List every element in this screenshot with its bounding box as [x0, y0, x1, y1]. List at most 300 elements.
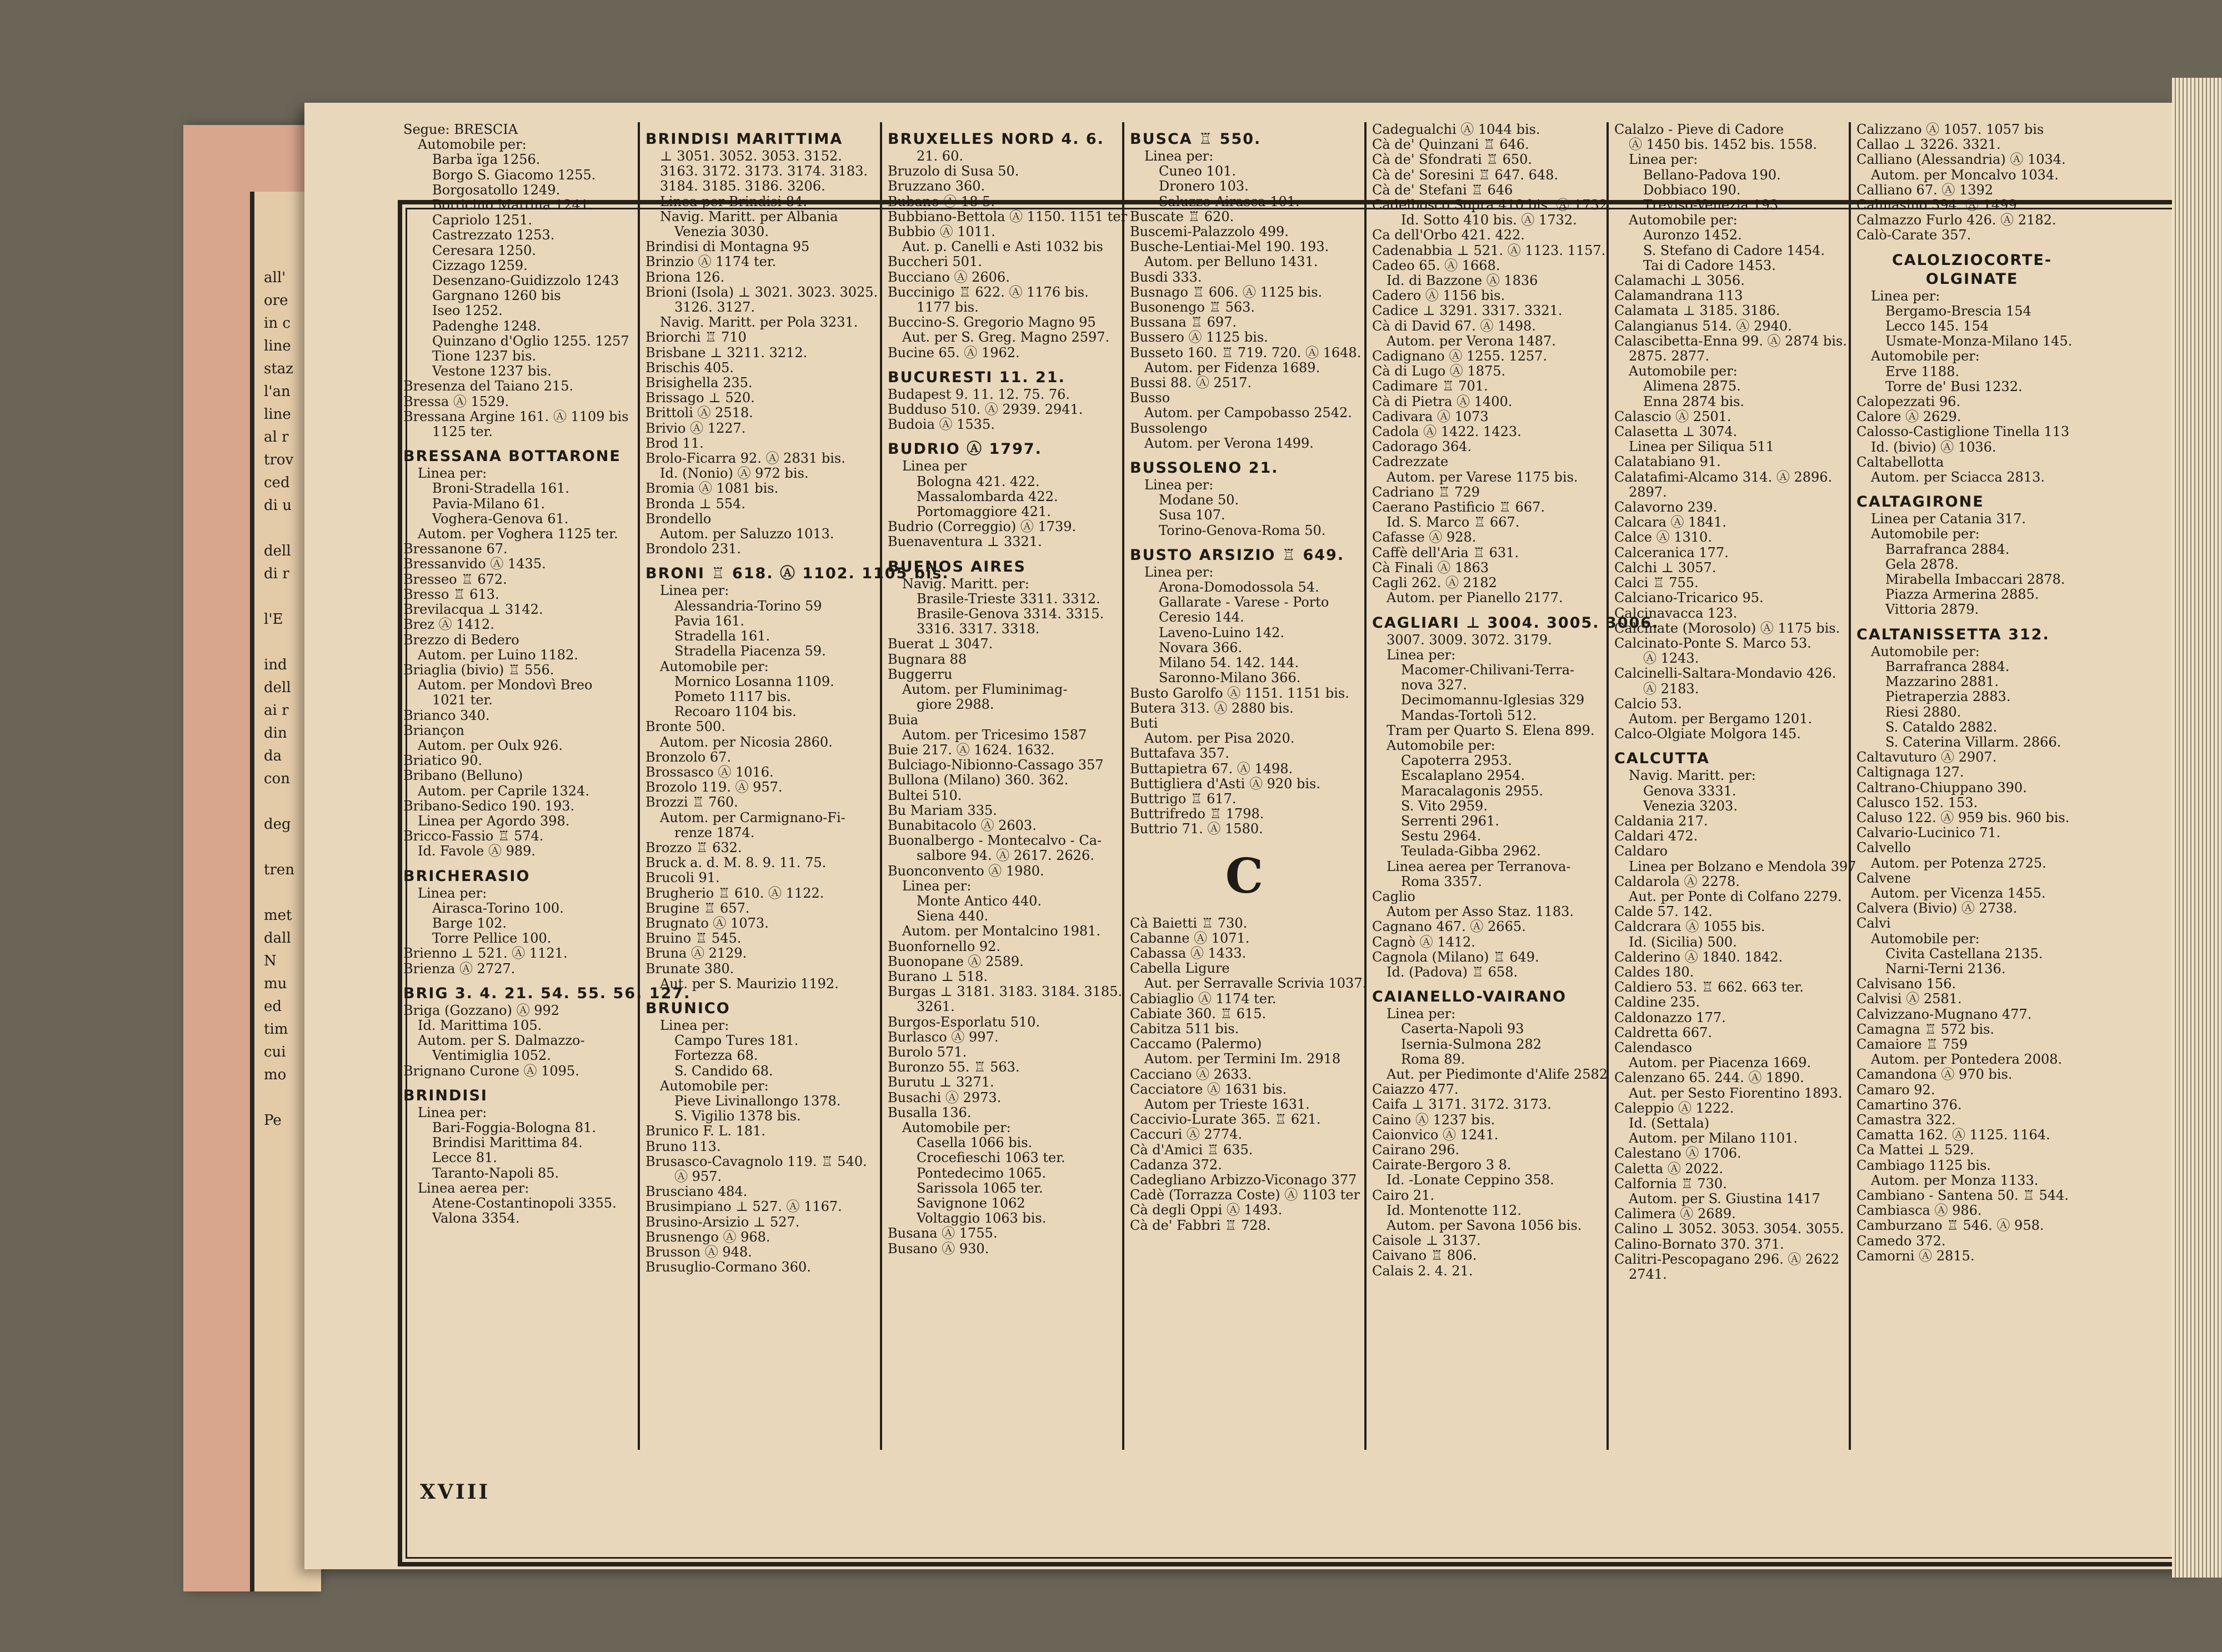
- index-entry: Navig. Maritt. per Pola 3231.: [660, 314, 858, 331]
- margin-fragment: mu: [264, 975, 287, 992]
- index-entry: Broni-Stradella 161.: [432, 480, 569, 497]
- index-entry: Cizzago 1259.: [432, 257, 528, 273]
- index-entry: Treviso-Venezia 193.: [1643, 197, 1783, 213]
- index-entry: Cadanza 372.: [1130, 1157, 1222, 1173]
- index-entry: S. Stefano di Cadore 1454.: [1643, 242, 1825, 258]
- index-entry: Brusuglio-Cormano 360.: [645, 1259, 811, 1275]
- index-entry: Aut. p. Canelli e Asti 1032 bis: [902, 239, 1103, 255]
- index-entry: Brindisi Marittima 84.: [432, 1135, 583, 1151]
- index-entry: Brivio Ⓐ 1227.: [645, 420, 746, 436]
- index-entry: Torre de' Busi 1232.: [1885, 378, 2023, 394]
- previous-page-margin-fragments: [264, 267, 303, 1322]
- index-entry: Ⓐ 1450 bis. 1452 bis. 1558.: [1629, 137, 1817, 153]
- index-entry: Bressanone 67.: [403, 541, 508, 557]
- index-entry: 3184. 3185. 3186. 3206.: [660, 178, 825, 194]
- index-entry: Cadeo 65. Ⓐ 1668.: [1372, 257, 1500, 273]
- index-entry: Camedo 372.: [1856, 1233, 1946, 1249]
- index-entry: Brondello: [645, 510, 712, 527]
- index-entry: Autom. per Tricesimo 1587: [902, 727, 1087, 743]
- index-entry: Calamata ⊥ 3185. 3186.: [1614, 303, 1780, 319]
- index-entry: Id. Favole Ⓐ 989.: [418, 843, 536, 859]
- index-entry: Buti: [1130, 715, 1158, 731]
- index-entry: Brianco 340.: [403, 707, 490, 723]
- index-entry: Bresso ♖ 613.: [403, 586, 499, 602]
- index-entry: Stradella Piacenza 59.: [674, 643, 826, 659]
- index-entry: Id. Marittima 105.: [418, 1017, 542, 1033]
- index-entry: Mornico Losanna 1109.: [674, 673, 834, 689]
- page-number: XVIII: [420, 1480, 491, 1504]
- margin-fragment: tim: [264, 1021, 288, 1038]
- index-entry: Brissago ⊥ 520.: [645, 390, 755, 406]
- index-entry: Cadimare ♖ 701.: [1372, 378, 1488, 394]
- margin-fragment: din: [264, 725, 287, 742]
- index-entry: Calangianus 514. Ⓐ 2940.: [1614, 318, 1792, 334]
- index-entry: Pavia-Milano 61.: [432, 495, 545, 512]
- letter-heading: C: [1225, 848, 1264, 904]
- index-entry: Mandas-Tortolì 512.: [1401, 707, 1537, 723]
- index-entry: Automobile per:: [1871, 643, 1980, 659]
- section-heading: BRESSANA BOTTARONE: [403, 448, 621, 465]
- index-entry: Cà de' Fabbri ♖ 728.: [1130, 1217, 1271, 1233]
- index-entry: Enna 2874 bis.: [1643, 393, 1745, 409]
- index-entry: Bruck a. d. M. 8. 9. 11. 75.: [645, 855, 827, 871]
- index-entry: Caltabellotta: [1856, 454, 1944, 470]
- index-entry: Butera 313. Ⓐ 2880 bis.: [1130, 700, 1294, 716]
- index-entry: Saluzzo-Airasca 101.: [1159, 193, 1300, 209]
- index-entry: Aut. per S. Greg. Magno 2597.: [902, 329, 1110, 346]
- index-entry: Busso: [1130, 390, 1170, 406]
- index-entry: 3007. 3009. 3072. 3179.: [1387, 632, 1552, 648]
- index-entry: Cairate-Bergoro 3 8.: [1372, 1157, 1512, 1173]
- index-entry: Camaiore ♖ 759: [1856, 1036, 1968, 1052]
- index-entry: Bromia Ⓐ 1081 bis.: [645, 480, 779, 497]
- index-entry: Brindisi di Montagna 95: [645, 239, 810, 255]
- index-entry: Sestu 2964.: [1401, 828, 1482, 844]
- index-entry: Massalombarda 422.: [917, 488, 1058, 504]
- index-entry: Bucine 65. Ⓐ 1962.: [888, 344, 1020, 361]
- margin-fragment: [264, 882, 303, 904]
- index-entry: Escalaplano 2954.: [1401, 768, 1525, 784]
- index-entry: Cadelbosco Sopra 410 bis. Ⓐ 1732.: [1372, 197, 1612, 213]
- section-heading: CALCUTTA: [1614, 750, 1710, 768]
- index-entry: Cabiate 360. ♖ 615.: [1130, 1005, 1267, 1022]
- index-entry: Narni-Terni 2136.: [1885, 960, 2006, 977]
- index-entry: Cairo 21.: [1372, 1187, 1435, 1203]
- index-column: [1124, 122, 1367, 1450]
- index-entry: Brasile-Trieste 3311. 3312.: [917, 590, 1100, 607]
- index-entry: Saronno-Milano 366.: [1159, 670, 1301, 686]
- index-entry: Bergamo-Brescia 154: [1885, 303, 2031, 319]
- index-entry: Autom. per Potenza 2725.: [1871, 855, 2046, 871]
- index-entry: Buccinigo ♖ 622. Ⓐ 1176 bis.: [888, 284, 1089, 300]
- index-entry: Siena 440.: [917, 908, 989, 924]
- index-entry: Calopezzati 96.: [1856, 394, 1961, 410]
- margin-fragment: tren: [264, 862, 295, 878]
- index-entry: Camaro 92.: [1856, 1082, 1935, 1098]
- index-entry: Bressana Argine 161. Ⓐ 1109 bis: [403, 408, 629, 424]
- index-entry: Caldaro: [1614, 843, 1668, 859]
- index-entry: Briorchi ♖ 710: [645, 329, 747, 346]
- index-entry: Bari-Foggia-Bologna 81.: [432, 1119, 596, 1135]
- index-entry: Busalla 136.: [888, 1104, 972, 1120]
- index-entry: Padenghe 1248.: [432, 318, 541, 334]
- margin-fragment: line: [264, 406, 291, 423]
- index-entry: Autom. per Varese 1175 bis.: [1387, 469, 1578, 485]
- index-entry: Linea aerea per:: [418, 1180, 529, 1196]
- index-entry: Cà de' Soresini ♖ 647. 648.: [1372, 167, 1559, 183]
- index-entry: Id. (Settala): [1629, 1115, 1710, 1131]
- index-entry: Camorni Ⓐ 2815.: [1856, 1248, 1975, 1264]
- index-entry: Buscemi-Palazzolo 499.: [1130, 224, 1289, 240]
- index-entry: Lecce 81.: [432, 1150, 498, 1166]
- index-entry: Bellano-Padova 190.: [1643, 167, 1781, 183]
- index-entry: Bulciago-Nibionno-Cassago 357: [888, 757, 1104, 773]
- index-entry: Calino ⊥ 3052. 3053. 3054. 3055.: [1614, 1221, 1844, 1237]
- section-heading: CAGLIARI ⊥ 3004. 3005. 3006.: [1372, 614, 1659, 632]
- index-entry: Bubbio Ⓐ 1011.: [888, 224, 995, 240]
- index-entry: Caldretta 667.: [1614, 1024, 1713, 1040]
- index-entry: Calais 2. 4. 21.: [1372, 1263, 1473, 1279]
- index-entry: Borgo S. Giacomo 1255.: [432, 167, 596, 183]
- index-entry: Bruzzano 360.: [888, 178, 985, 194]
- index-entry: Laveno-Luino 142.: [1159, 624, 1285, 640]
- index-entry: Aut. per Piedimonte d'Alife 2582: [1387, 1066, 1608, 1082]
- index-entry: Busnago ♖ 606. Ⓐ 1125 bis.: [1130, 284, 1323, 300]
- index-entry: Autom per Trieste 1631.: [1144, 1096, 1310, 1112]
- index-entry: Linea per Siliqua 511: [1629, 439, 1774, 455]
- index-entry: Cà di David 67. Ⓐ 1498.: [1372, 318, 1536, 334]
- section-heading: BUSSOLENO 21.: [1130, 459, 1279, 477]
- margin-fragment: di u: [264, 497, 292, 514]
- index-entry: Calosso-Castiglione Tinella 113: [1856, 424, 2070, 440]
- index-entry: Ⓐ 1243.: [1643, 650, 1699, 667]
- index-entry: Tione 1237 bis.: [432, 348, 537, 364]
- index-entry: Bu Mariam 335.: [888, 802, 997, 818]
- index-entry: S. Vito 2959.: [1401, 798, 1488, 814]
- index-entry: Navig. Maritt. per:: [1629, 768, 1756, 784]
- index-entry: Automobile per:: [1871, 526, 1980, 542]
- index-entry: Bruzolo di Susa 50.: [888, 163, 1019, 179]
- index-entry: Buia: [888, 712, 919, 728]
- index-entry: Buonalbergo - Montecalvo - Ca-: [888, 833, 1102, 849]
- index-entry: Cadrezzate: [1372, 454, 1449, 470]
- index-entry: Ⓐ 957.: [674, 1169, 722, 1184]
- index-entry: Linea per:: [1629, 152, 1698, 168]
- margin-fragment: [264, 1087, 303, 1109]
- index-entry: Autom. per Nicosia 2860.: [660, 734, 833, 750]
- index-entry: Linea per Bolzano e Mendola 397: [1629, 858, 1856, 874]
- index-entry: Calmazzo Furlo 426. Ⓐ 2182.: [1856, 212, 2056, 228]
- index-entry: Id. S. Marco ♖ 667.: [1387, 514, 1520, 530]
- index-entry: Brienza Ⓐ 2727.: [403, 960, 516, 977]
- margin-fragment: dell: [264, 543, 291, 559]
- index-entry: Automobile per:: [418, 137, 527, 153]
- index-entry: Piazza Armerina 2885.: [1885, 587, 2039, 603]
- index-entry: Brittoli Ⓐ 2518.: [645, 405, 753, 421]
- margin-fragment: [264, 790, 303, 813]
- index-entry: Cà de' Sfondrati ♖ 650.: [1372, 152, 1532, 168]
- margin-fragment: line: [264, 338, 291, 354]
- index-entry: Brischis 405.: [645, 359, 734, 376]
- index-entry: Linea per: [902, 458, 967, 474]
- index-entry: Navig. Maritt. per Albania: [660, 208, 838, 224]
- index-entry: 2897.: [1629, 484, 1667, 500]
- index-entry: Bruna Ⓐ 2129.: [645, 945, 747, 962]
- index-entry: Camastra 322.: [1856, 1112, 1956, 1128]
- index-entry: Cabassa Ⓐ 1433.: [1130, 945, 1247, 961]
- index-entry: Brevilacqua ⊥ 3142.: [403, 602, 543, 618]
- index-entry: Cagnò Ⓐ 1412.: [1372, 934, 1475, 950]
- index-entry: Bribano (Belluno): [403, 768, 523, 784]
- index-entry: Cafasse Ⓐ 928.: [1372, 529, 1477, 545]
- index-entry: Busseto 160. ♖ 719. 720. Ⓐ 1648.: [1130, 344, 1362, 361]
- index-entry: Autom. per Luino 1182.: [418, 647, 578, 663]
- index-entry: Briaglia (bivio) ♖ 556.: [403, 662, 554, 678]
- index-entry: Autom. per Oulx 926.: [418, 737, 563, 753]
- margin-fragment: Pe: [264, 1112, 282, 1129]
- index-entry: Bronte 500.: [645, 719, 725, 735]
- index-entry: Barba ïga 1256.: [432, 152, 541, 168]
- index-entry: Autom per Asso Staz. 1183.: [1387, 904, 1574, 920]
- index-entry: Calenzano 65. 244. Ⓐ 1890.: [1614, 1070, 1804, 1086]
- index-entry: Calmasino 394. Ⓐ 1499: [1856, 197, 2017, 213]
- index-entry: Autom. per S. Giustina 1417: [1629, 1191, 1820, 1207]
- index-entry: Calvera (Bivio) Ⓐ 2738.: [1856, 900, 2018, 917]
- index-entry: S. Vigilio 1378 bis.: [674, 1108, 801, 1124]
- index-entry: Cadero Ⓐ 1156 bis.: [1372, 288, 1505, 304]
- index-entry: Linea per Catania 317.: [1871, 511, 2026, 527]
- index-entry: Brisighella 235.: [645, 375, 753, 391]
- index-entry: Caisole ⊥ 3137.: [1372, 1233, 1481, 1249]
- index-entry: Buscate ♖ 620.: [1130, 208, 1234, 224]
- index-entry: Lecco 145. 154: [1885, 318, 1989, 334]
- index-entry: Ceresara 1250.: [432, 242, 536, 258]
- index-entry: Calitri-Pescopagano 296. Ⓐ 2622: [1614, 1251, 1840, 1267]
- index-entry: Linea aerea per Terranova-: [1387, 858, 1571, 874]
- index-entry: Autom. per Caprile 1324.: [418, 783, 589, 799]
- index-entry: Calcinavacca 123.: [1614, 605, 1738, 621]
- index-entry: Cà de' Quinzani ♖ 646.: [1372, 137, 1529, 153]
- index-entry: Iseo 1252.: [432, 303, 503, 319]
- margin-fragment: cui: [264, 1044, 286, 1060]
- index-entry: Bunabitacolo Ⓐ 2603.: [888, 817, 1037, 833]
- index-entry: Brusimpiano ⊥ 527. Ⓐ 1167.: [645, 1199, 842, 1215]
- index-entry: Linea per:: [1387, 1006, 1456, 1022]
- index-entry: Calamachi ⊥ 3056.: [1614, 273, 1745, 289]
- index-entry: Desenzano-Guidizzolo 1243: [432, 273, 619, 289]
- index-entry: Id. (bivio) Ⓐ 1036.: [1871, 439, 1996, 455]
- index-entry: Bronzolo 67.: [645, 749, 732, 765]
- index-column: [882, 122, 1128, 1450]
- index-entry: Valona 3354.: [432, 1210, 520, 1227]
- index-entry: Borgosatollo 1249.: [432, 182, 560, 198]
- section-heading: BRINDISI: [403, 1087, 488, 1104]
- index-entry: Calestano Ⓐ 1706.: [1614, 1145, 1741, 1162]
- index-entry: Venezia 3030.: [674, 224, 769, 240]
- index-entry: Automobile per:: [902, 1119, 1011, 1135]
- index-entry: Capoterra 2953.: [1401, 753, 1512, 769]
- index-entry: Caldes 180.: [1614, 964, 1694, 980]
- index-entry: renze 1874.: [674, 824, 755, 840]
- index-entry: Brozzo ♖ 632.: [645, 839, 742, 855]
- margin-fragment: all': [264, 269, 286, 286]
- index-entry: Gela 2878.: [1885, 556, 1959, 572]
- index-entry: Ca Mattei ⊥ 529.: [1856, 1142, 1974, 1158]
- index-entry: Automobile per:: [1629, 212, 1738, 228]
- index-entry: Linea per:: [418, 1104, 487, 1120]
- index-entry: Buonopane Ⓐ 2589.: [888, 953, 1024, 969]
- index-entry: Calascibetta-Enna 99. Ⓐ 2874 bis.: [1614, 333, 1847, 349]
- index-entry: Id. Montenotte 112.: [1387, 1202, 1522, 1218]
- section-heading: BRONI ♖ 618. Ⓐ 1102. 1105 bis.: [645, 565, 949, 583]
- index-entry: Susa 107.: [1159, 507, 1225, 523]
- index-entry: Cabiaglio Ⓐ 1174 ter.: [1130, 990, 1277, 1007]
- index-entry: Automobile per:: [1871, 930, 1980, 947]
- margin-fragment: trov: [264, 452, 294, 468]
- index-entry: Serrenti 2961.: [1401, 813, 1499, 829]
- index-entry: Automobile per:: [1871, 348, 1980, 364]
- index-entry: Brioni (Isola) ⊥ 3021. 3023. 3025.: [645, 284, 878, 300]
- margin-fragment: con: [264, 770, 290, 787]
- index-entry: Calendasco: [1614, 1039, 1692, 1055]
- index-entry: Navig. Maritt. per:: [902, 575, 1029, 592]
- index-entry: Bressanvido Ⓐ 1435.: [403, 556, 546, 572]
- index-entry: Bruno 113.: [645, 1138, 721, 1154]
- index-entry: Calliano 67. Ⓐ 1392: [1856, 182, 1994, 198]
- index-entry: Bronda ⊥ 554.: [645, 495, 745, 512]
- index-entry: Cairano 296.: [1372, 1142, 1460, 1158]
- index-entry: Calcinelli-Saltara-Mondavio 426.: [1614, 665, 1836, 682]
- index-entry: Buttrio 71. Ⓐ 1580.: [1130, 821, 1263, 837]
- index-entry: Brezzo di Bedero: [403, 632, 519, 648]
- index-entry: Aut. per Sesto Fiorentino 1893.: [1629, 1085, 1843, 1101]
- index-entry: Civita Castellana 2135.: [1885, 945, 2043, 962]
- index-entry: Stradella 161.: [674, 628, 770, 644]
- index-entry: Autom. per Voghera 1125 ter.: [418, 526, 618, 542]
- index-entry: Tai di Cadore 1453.: [1643, 257, 1776, 273]
- margin-fragment: ind: [264, 657, 287, 673]
- index-entry: Busana Ⓐ 1755.: [888, 1225, 998, 1241]
- index-entry: Mazzarino 2881.: [1885, 674, 1999, 690]
- section-heading: BUENOS AIRES: [888, 558, 1026, 575]
- index-entry: Autom. per Savona 1056 bis.: [1387, 1218, 1582, 1234]
- index-entry: Caldania 217.: [1614, 813, 1708, 829]
- index-entry: Buttafava 357.: [1130, 745, 1229, 762]
- index-entry: Cabitza 511 bis.: [1130, 1020, 1239, 1037]
- index-entry: Cambiasca Ⓐ 986.: [1856, 1203, 1982, 1219]
- index-entry: Calusco 152. 153.: [1856, 794, 1978, 810]
- index-entry: Aut. per S. Maurizio 1192.: [660, 975, 839, 992]
- index-entry: Calasetta ⊥ 3074.: [1614, 424, 1738, 440]
- index-entry: Cagnano 467. Ⓐ 2665.: [1372, 919, 1526, 935]
- section-heading: BUDRIO Ⓐ 1797.: [888, 440, 1042, 458]
- section-heading: BUSTO ARSIZIO ♖ 649.: [1130, 546, 1345, 564]
- index-entry: Airasca-Torino 100.: [432, 900, 564, 916]
- index-entry: Barrafranca 2884.: [1885, 541, 2010, 557]
- index-entry: Autom. per Pontedera 2008.: [1871, 1052, 2063, 1068]
- index-entry: Brienno ⊥ 521. Ⓐ 1121.: [403, 945, 568, 962]
- index-entry: Id. -Lonate Ceppino 358.: [1387, 1172, 1554, 1188]
- index-entry: Voltaggio 1063 bis.: [917, 1210, 1047, 1227]
- index-entry: Linea per:: [1144, 148, 1214, 164]
- index-entry: giore 2988.: [917, 697, 994, 713]
- index-entry: Calcinato-Ponte S. Marco 53.: [1614, 635, 1811, 651]
- index-entry: Usmate-Monza-Milano 145.: [1885, 333, 2073, 349]
- index-entry: Cà Finali Ⓐ 1863: [1372, 559, 1489, 575]
- index-entry: Calore Ⓐ 2629.: [1856, 409, 1961, 425]
- index-entry: 2741.: [1629, 1266, 1667, 1283]
- index-entry: Burgas ⊥ 3181. 3183. 3184. 3185.: [888, 984, 1123, 1000]
- index-entry: Budrio (Correggio) Ⓐ 1739.: [888, 519, 1077, 535]
- index-entry: Burolo 571.: [888, 1044, 967, 1060]
- index-entry: Ca dell'Orbo 421. 422.: [1372, 227, 1525, 243]
- index-entry: Autom. per Belluno 1431.: [1144, 254, 1318, 270]
- index-column: [1609, 122, 1856, 1450]
- index-entry: Brisbane ⊥ 3211. 3212.: [645, 344, 808, 361]
- index-entry: Buccino-S. Gregorio Magno 95: [888, 314, 1096, 331]
- index-entry: salbore 94. Ⓐ 2617. 2626.: [917, 848, 1094, 864]
- index-entry: Calvello: [1856, 840, 1911, 856]
- index-entry: Calfornia ♖ 730.: [1614, 1175, 1727, 1192]
- index-entry: Brasile-Genova 3314. 3315.: [917, 606, 1104, 622]
- index-entry: S. Caterina Villarm. 2866.: [1885, 734, 2061, 750]
- index-entry: Ⓐ 2183.: [1643, 680, 1699, 697]
- index-entry: Calavorno 239.: [1614, 499, 1718, 515]
- index-entry: Caiazzo 477.: [1372, 1082, 1459, 1098]
- index-entry: Buonconvento Ⓐ 1980.: [888, 863, 1044, 879]
- index-entry: Calatafimi-Alcamo 314. Ⓐ 2896.: [1614, 469, 1833, 485]
- index-entry: Caccamo (Palermo): [1130, 1036, 1262, 1052]
- margin-fragment: staz: [264, 361, 293, 377]
- index-entry: Burgos-Esporlatu 510.: [888, 1014, 1040, 1030]
- index-entry: Calvario-Lucinico 71.: [1856, 825, 2001, 841]
- index-entry: Calchi ⊥ 3057.: [1614, 559, 1716, 575]
- index-entry: Cadivara Ⓐ 1073: [1372, 408, 1489, 424]
- index-entry: Bugnara 88: [888, 651, 967, 667]
- index-entry: Milano 54. 142. 144.: [1159, 655, 1299, 671]
- index-entry: Bultei 510.: [888, 787, 962, 803]
- index-entry: Brunate 380.: [645, 960, 734, 977]
- index-entry: Autom. per S. Dalmazzo-: [418, 1033, 585, 1049]
- index-entry: Caldonazzo 177.: [1614, 1009, 1726, 1025]
- index-entry: Calciano-Tricarico 95.: [1614, 590, 1764, 606]
- index-entry: Automobile per:: [660, 1078, 769, 1094]
- index-entry: Calvene: [1856, 870, 1911, 886]
- index-entry: Caletta Ⓐ 2022.: [1614, 1160, 1724, 1177]
- index-entry: Autom. per Campobasso 2542.: [1144, 405, 1352, 421]
- index-entry: Camatta 162. Ⓐ 1125. 1164.: [1856, 1127, 2050, 1143]
- index-entry: Buerat ⊥ 3047.: [888, 636, 993, 652]
- index-entry: Brossasco Ⓐ 1016.: [645, 764, 774, 780]
- index-entry: Calcinate (Morosolo) Ⓐ 1175 bis.: [1614, 620, 1840, 636]
- margin-fragment: [264, 836, 303, 859]
- index-entry: Bologna 421. 422.: [917, 473, 1040, 489]
- index-entry: Burlasco Ⓐ 997.: [888, 1029, 999, 1045]
- index-entry: Linea per:: [1387, 647, 1456, 663]
- index-entry: Automobile per:: [1387, 737, 1495, 753]
- index-column: [1851, 122, 2093, 1450]
- index-entry: Pavia 161.: [674, 613, 744, 629]
- index-entry: Calliano (Alessandria) Ⓐ 1034.: [1856, 152, 2066, 168]
- page-stack-edge: [2172, 78, 2222, 1578]
- index-entry: Cabanne Ⓐ 1071.: [1130, 930, 1250, 946]
- index-entry: Cadenabbia ⊥ 521. Ⓐ 1123. 1157.: [1372, 242, 1606, 258]
- index-entry: Linea per:: [1871, 288, 1940, 304]
- index-entry: Calce Ⓐ 1310.: [1614, 529, 1712, 545]
- index-entry: Linea per:: [418, 465, 487, 482]
- index-entry: Genova 3331.: [1643, 783, 1736, 799]
- index-entry: Calino-Bornato 370. 371.: [1614, 1236, 1784, 1252]
